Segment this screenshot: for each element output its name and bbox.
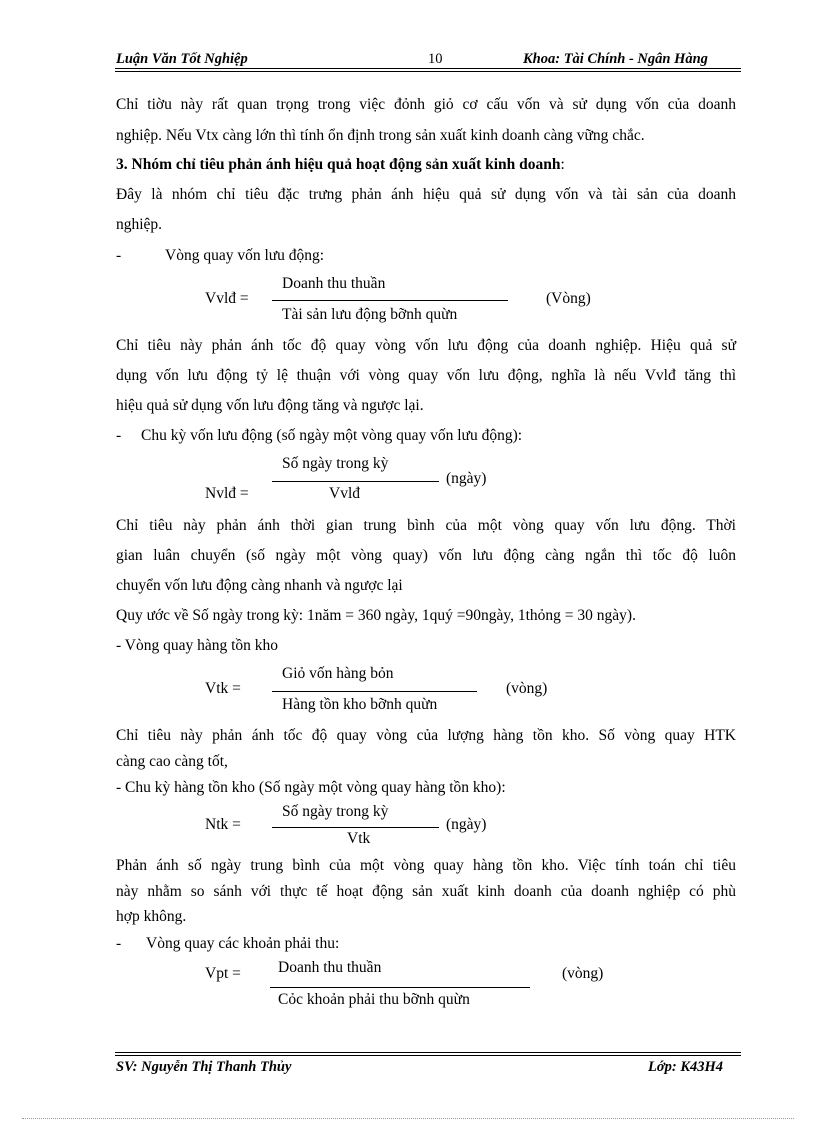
- bullet-dash: -: [116, 427, 122, 444]
- paragraph-line: này nhằm so sánh với thực tế hoạt động sản xuất kinh doanh của doanh nghiệp có phù: [116, 883, 736, 900]
- formula-unit: (vòng): [506, 680, 548, 697]
- footer-rule: [115, 1052, 741, 1053]
- bullet-dash: -: [116, 247, 122, 264]
- paragraph-line: Quy ước về Số ngày trong kỳ: 1năm = 360 ngày, 1quý =90ngày, 1thỏng = 30 ngày).: [116, 607, 636, 624]
- header-right-title: Khoa: Tài Chính - Ngân Hàng: [523, 51, 708, 67]
- formula-numerator: Doanh thu thuần: [282, 275, 386, 292]
- paragraph-line: hiệu quả sử dụng vốn lưu động tăng và ngược lại.: [116, 397, 424, 414]
- formula-denominator: Cỏc khoản phải thu bỡnh quừn: [278, 991, 470, 1008]
- formula-lhs: Vtk =: [205, 680, 241, 697]
- paragraph-line: nghiệp. Nếu Vtx càng lớn thì tính ổn định trong sản xuất kinh doanh càng vững chắc.: [116, 127, 645, 144]
- fraction-bar: [272, 827, 439, 828]
- bullet-text: Vòng quay các khoản phải thu:: [146, 935, 340, 952]
- section-heading-text: 3. Nhóm chỉ tiêu phản ánh hiệu quả hoạt động sản xuất kinh doanh: [116, 156, 561, 173]
- formula-denominator: Vvlđ: [329, 485, 360, 502]
- paragraph-line: Chỉ tiêu này phản ánh tốc độ quay vòng của lượng hàng tồn kho. Số vòng quay HTK: [116, 727, 736, 744]
- paragraph-line: Chỉ tiêu này phản ánh thời gian trung bình của một vòng quay vốn lưu động. Thời: [116, 517, 736, 534]
- paragraph-line: hợp không.: [116, 908, 187, 925]
- formula-lhs: Vvlđ =: [205, 290, 249, 307]
- bullet-text: Vòng quay vốn lưu động:: [165, 247, 325, 264]
- section-heading: [116, 155, 736, 175]
- formula-denominator: Tài sản lưu động bỡnh quừn: [282, 306, 458, 323]
- formula-unit: (ngày): [446, 816, 487, 833]
- formula-lhs: Nvlđ =: [205, 485, 249, 502]
- formula-denominator: Vtk: [347, 830, 371, 847]
- formula-numerator: Doanh thu thuần: [278, 959, 382, 976]
- header-rule: [115, 68, 741, 69]
- fraction-bar: [272, 691, 477, 692]
- page-bottom-dotted-line: [22, 1118, 794, 1119]
- section-heading-colon: :: [560, 156, 565, 173]
- paragraph-line: dụng vốn lưu động tỷ lệ thuận với vòng quay vốn lưu động, nghĩa là nếu Vvlđ tăng thì: [116, 367, 736, 384]
- footer-rule-2: [115, 1055, 741, 1056]
- header-rule-2: [115, 71, 741, 72]
- formula-unit: (ngày): [446, 470, 487, 487]
- paragraph-line: chuyển vốn lưu động càng nhanh và ngược lại: [116, 577, 403, 594]
- formula-numerator: Số ngày trong kỳ: [282, 455, 389, 472]
- paragraph-line: càng cao càng tốt,: [116, 753, 228, 770]
- paragraph-line: Phản ánh số ngày trung bình của một vòng quay hàng tồn kho. Việc tính toán chỉ tiêu: [116, 857, 736, 874]
- paragraph-line: Chỉ tiêu này phản ánh tốc độ quay vòng vốn lưu động của doanh nghiệp. Hiệu quả sử: [116, 337, 736, 354]
- formula-numerator: Giỏ vốn hàng bỏn: [282, 665, 394, 682]
- page-number: 10: [428, 51, 443, 67]
- paragraph-line: gian luân chuyển (số ngày một vòng quay) vốn lưu động càng ngắn thì tốc độ luôn: [116, 547, 736, 564]
- fraction-bar: [270, 987, 530, 988]
- paragraph-line: nghiệp.: [116, 216, 163, 233]
- fraction-bar: [272, 300, 508, 301]
- formula-unit: (Vòng): [546, 290, 591, 307]
- formula-unit: (vòng): [562, 965, 604, 982]
- bullet-dash: -: [116, 935, 122, 952]
- formula-numerator: Số ngày trong kỳ: [282, 803, 389, 820]
- paragraph-line: Đây là nhóm chỉ tiêu đặc trưng phản ánh hiệu quả sử dụng vốn và tài sản của doanh: [116, 186, 736, 203]
- header-left-title: Luận Văn Tốt Nghiệp: [116, 51, 248, 67]
- formula-lhs: Ntk =: [205, 816, 241, 833]
- formula-lhs: Vpt =: [205, 965, 241, 982]
- bullet-text: - Chu kỳ hàng tồn kho (Số ngày một vòng quay hàng tồn kho):: [116, 779, 506, 796]
- bullet-text: - Vòng quay hàng tồn kho: [116, 637, 279, 654]
- footer-student-name: SV: Nguyễn Thị Thanh Thủy: [116, 1059, 292, 1075]
- formula-denominator: Hàng tồn kho bỡnh quừn: [282, 696, 438, 713]
- fraction-bar: [272, 481, 439, 482]
- footer-class: Lớp: K43H4: [648, 1059, 724, 1075]
- paragraph-line: Chỉ tiờu này rất quan trọng trong việc đỏnh giỏ cơ cấu vốn và sử dụng vốn của doanh: [116, 96, 736, 113]
- bullet-text: Chu kỳ vốn lưu động (số ngày một vòng quay vốn lưu động):: [141, 427, 523, 444]
